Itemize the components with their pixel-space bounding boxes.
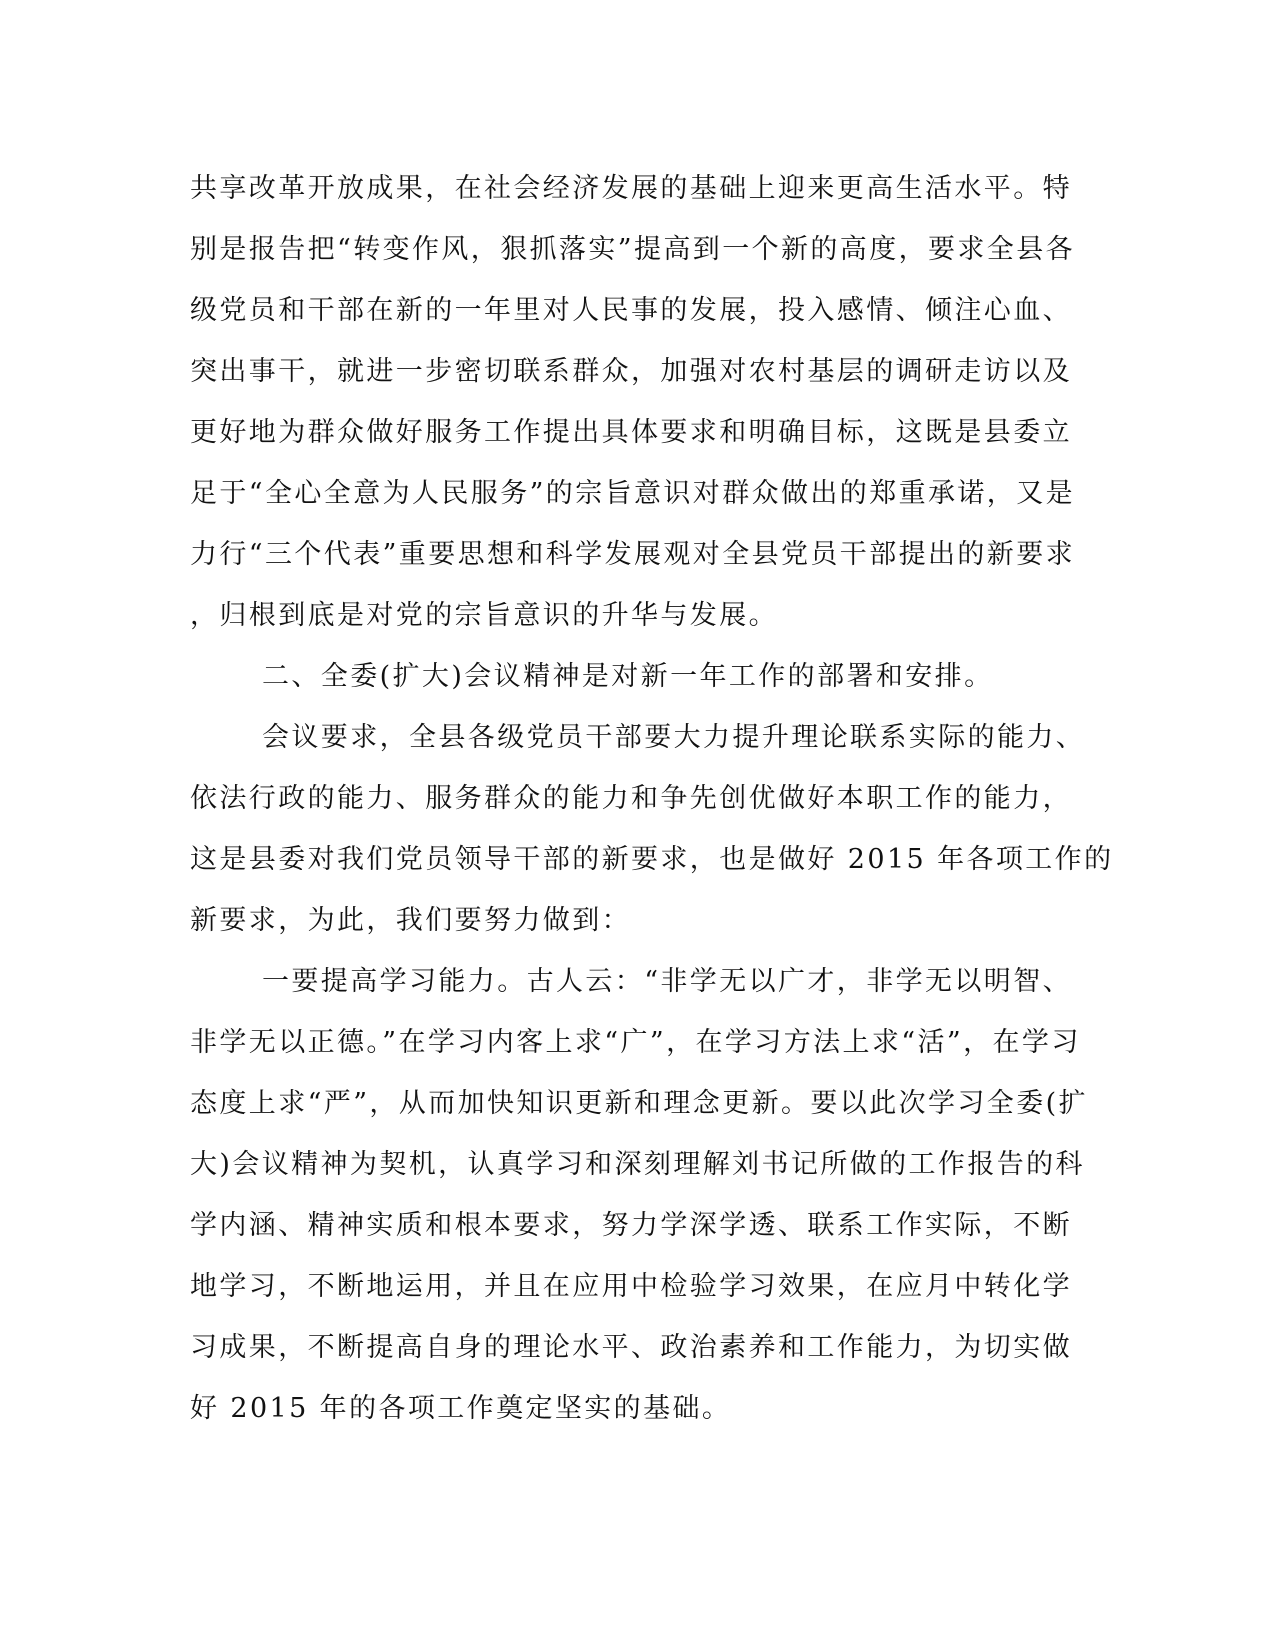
text-line: 级党员和干部在新的一年里对人民事的发展，投入感情、倾注心血、 bbox=[190, 295, 1072, 326]
text-line: 学内涵、精神实质和根本要求，努力学深学透、联系工作实际，不断 bbox=[190, 1210, 1072, 1241]
text-line: 依法行政的能力、服务群众的能力和争先创优做好本职工作的能力， bbox=[190, 783, 1072, 814]
text-line: 习成果，不断提高自身的理论水平、政治素养和工作能力，为切实做 bbox=[190, 1332, 1072, 1363]
text-line: 非学无以正德。”在学习内客上求“广”，在学习方法上求“活”，在学习 bbox=[190, 1027, 1081, 1058]
text-line: 别是报告把“转变作风，狠抓落实”提高到一个新的高度，要求全县各 bbox=[190, 234, 1076, 265]
text-line: 这是县委对我们党员领导干部的新要求，也是做好 2015 年各项工作的 bbox=[190, 844, 1114, 875]
text-line: 二、全委(扩大)会议精神是对新一年工作的部署和安排。 bbox=[262, 661, 994, 692]
text-line: 态度上求“严”，从而加快知识更新和理念更新。要以此次学习全委(扩 bbox=[190, 1088, 1088, 1119]
document-body bbox=[190, 158, 1114, 1439]
text-line: 大)会议精神为契机，认真学习和深刻理解刘书记所做的工作报告的科 bbox=[190, 1149, 1085, 1180]
text-line: 会议要求，全县各级党员干部要大力提升理论联系实际的能力、 bbox=[262, 722, 1086, 753]
text-line: 力行“三个代表”重要思想和科学发展观对全县党员干部提出的新要求 bbox=[190, 539, 1076, 570]
text-line: 足于“全心全意为人民服务”的宗旨意识对群众做出的郑重承诺，又是 bbox=[190, 478, 1076, 509]
text-line: 地学习，不断地运用，并且在应用中检验学习效果，在应月中转化学 bbox=[190, 1271, 1072, 1302]
text-line: 更好地为群众做好服务工作提出具体要求和明确目标，这既是县委立 bbox=[190, 417, 1072, 448]
text-line: ，归根到底是对党的宗旨意识的升华与发展。 bbox=[190, 600, 778, 631]
text-line: 共享改革开放成果，在社会经济发展的基础上迎来更高生活水平。特 bbox=[190, 173, 1072, 204]
text-line: 突出事干，就进一步密切联系群众，加强对农村基层的调研走访以及 bbox=[190, 356, 1072, 387]
text-line: 一要提高学习能力。古人云：“非学无以广才，非学无以明智、 bbox=[262, 966, 1073, 997]
text-line: 新要求，为此，我们要努力做到： bbox=[190, 905, 631, 936]
text-line: 好 2015 年的各项工作奠定坚实的基础。 bbox=[190, 1393, 732, 1424]
